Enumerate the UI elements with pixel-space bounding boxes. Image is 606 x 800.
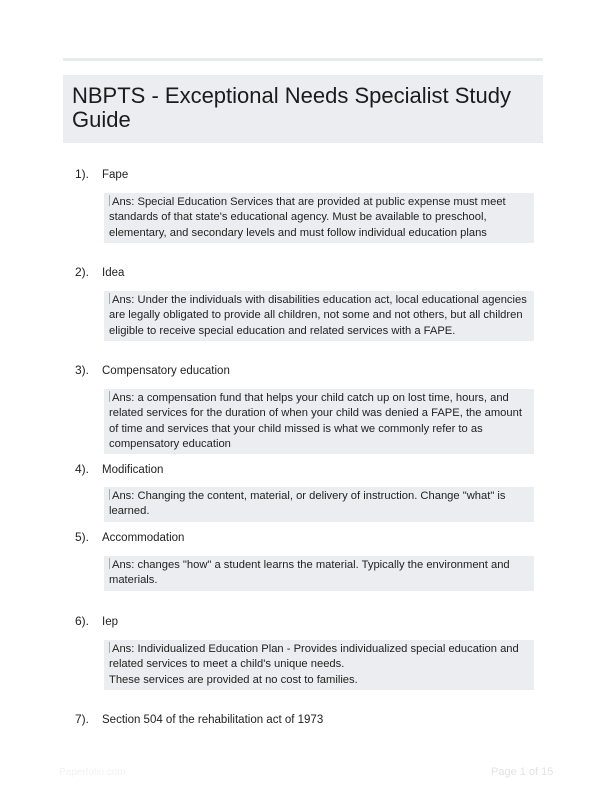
question-text: Idea: [102, 267, 125, 279]
top-divider: [63, 58, 543, 61]
question-number: 7).: [75, 712, 90, 726]
answer-text-line-2: These services are provided at no cost to families.: [109, 673, 358, 686]
answer-box: [104, 291, 534, 341]
question-number: 3).: [75, 363, 90, 377]
question-text: Fape: [102, 169, 129, 181]
question-text: Section 504 of the rehabilitation act of 1973: [102, 714, 324, 726]
answer-box: [104, 556, 534, 591]
answer-text: Ans: changes "how" a student learns the material. Typically the environment and materials.: [109, 559, 510, 587]
question-number: 1).: [75, 167, 90, 181]
question-number: 5).: [75, 530, 90, 544]
question-text: Compensatory education: [102, 365, 230, 377]
answer-marker: [109, 195, 110, 206]
answer-marker: [109, 391, 110, 402]
title-banner: [63, 75, 543, 143]
answer-text: Ans: Under the individuals with disabilities education act, local educational agencies are legally obligated to provide all children, not some and not others, but all children eligible to receive special education and related services with a FAPE.: [109, 294, 527, 337]
question-number: 4).: [75, 462, 90, 476]
footer-page-number: Page 1 of 15: [491, 766, 554, 778]
question-number: 6).: [75, 614, 90, 628]
answer-box: [104, 640, 534, 690]
answer-box: [104, 389, 534, 454]
question-text: Accommodation: [102, 532, 185, 544]
footer-site: Paperfolio.com: [59, 767, 126, 778]
answer-marker: [109, 489, 110, 500]
answer-text: Ans: a compensation fund that helps your child catch up on lost time, hours, and related services for the duration of when your child was denied a FAPE, the amount of time and services that your child missed is what we commonly refer to as compensatory education: [109, 392, 522, 450]
answer-text: Ans: Special Education Services that are provided at public expense must meet standards of that state's educational agency. Must be available to preschool, elementary, and secondary levels and must follow individual education plans: [109, 196, 506, 239]
answer-marker: [109, 293, 110, 304]
answer-text: Ans: Individualized Education Plan - Provides individualized special education and related services to meet a child's unique needs.: [109, 643, 519, 671]
answer-box: [104, 487, 534, 522]
answer-text: Ans: Changing the content, material, or delivery of instruction. Change "what" is learned.: [109, 490, 506, 518]
page-title: NBPTS - Exceptional Needs Specialist Study Guide: [72, 83, 511, 132]
answer-box: [104, 193, 534, 243]
question-text: Modification: [102, 464, 164, 476]
answer-marker: [109, 558, 110, 569]
question-text: Iep: [102, 616, 118, 628]
question-number: 2).: [75, 265, 90, 279]
answer-marker: [109, 642, 110, 653]
